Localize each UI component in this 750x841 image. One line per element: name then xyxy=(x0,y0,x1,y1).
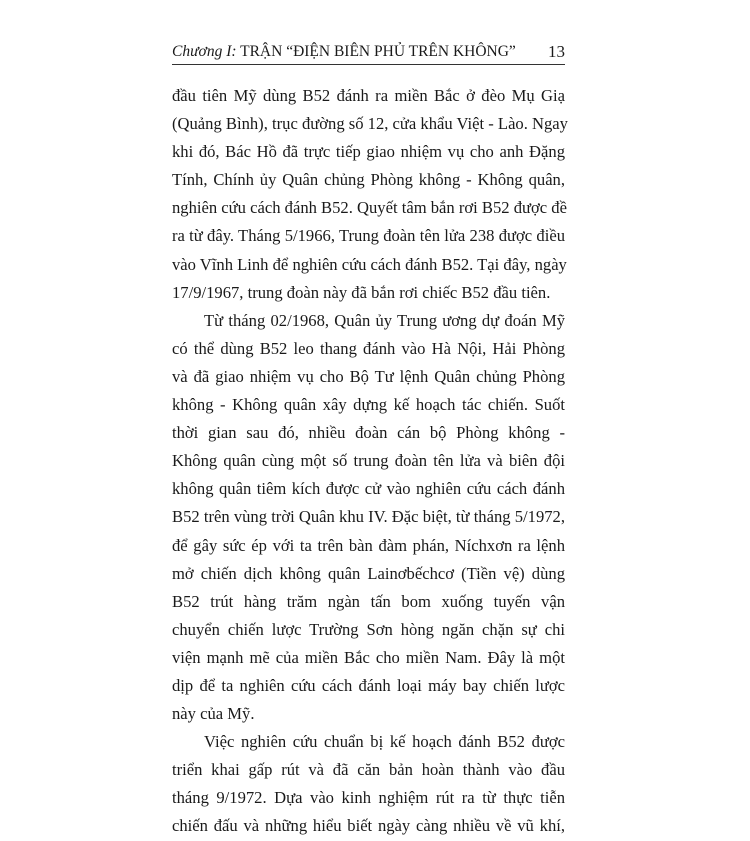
text-line: vào Vĩnh Linh để nghiên cứu cách đánh B52. Tại đây, ngày xyxy=(172,254,567,274)
paragraph xyxy=(172,307,565,728)
text-line: này của Mỹ. xyxy=(172,704,255,724)
chapter-heading xyxy=(172,42,516,62)
text-line: không - Không quân xây dựng kế hoạch tác chiến. Suốt xyxy=(172,395,565,415)
page-number: 13 xyxy=(548,42,565,61)
body-text xyxy=(172,82,568,841)
text-line: đầu tiên Mỹ dùng B52 đánh ra miền Bắc ở đèo Mụ Giạ xyxy=(172,86,565,105)
text-line: để gây sức ép với ta trên bàn đàm phán, Níchxơn ra lệnh xyxy=(172,535,565,555)
paragraph xyxy=(172,728,565,840)
chapter-label: Chương I: xyxy=(172,43,237,60)
text-line: và đã giao nhiệm vụ cho Bộ Tư lệnh Quân chủng Phòng xyxy=(172,366,565,386)
text-line: thời gian sau đó, nhiều đoàn cán bộ Phòng không - xyxy=(172,423,565,443)
text-line: B52 trút hàng trăm ngàn tấn bom xuống tuyến vận xyxy=(172,591,565,611)
text-line: chiến đấu và những hiểu biết ngày càng nhiều về vũ khí, xyxy=(172,816,565,836)
text-line: ra từ đây. Tháng 5/1966, Trung đoàn tên lửa 238 được điều xyxy=(172,226,565,246)
text-line: (Quảng Bình), trục đường số 12, cửa khẩu Việt - Lào. Ngay xyxy=(172,114,568,134)
text-line: tháng 9/1972. Dựa vào kinh nghiệm rút ra từ thực tiễn xyxy=(172,788,565,808)
text-line: không quân tiêm kích được cử vào nghiên cứu cách đánh xyxy=(172,479,565,499)
text-line: nghiên cứu cách đánh B52. Quyết tâm bắn rơi B52 được đề xyxy=(172,198,567,218)
chapter-title: TRẬN “ĐIỆN BIÊN PHỦ TRÊN KHÔNG” xyxy=(240,43,516,60)
text-line: mở chiến dịch không quân Lainơbếchcơ (Tiền vệ) dùng xyxy=(172,563,565,583)
text-line: chuyển chiến lược Trường Sơn hòng ngăn chặn sự chi xyxy=(172,619,565,639)
running-header xyxy=(172,38,565,65)
text-line: triển khai gấp rút và đã căn bản hoàn thành vào đầu xyxy=(172,760,565,780)
text-line: viện mạnh mẽ của miền Bắc cho miền Nam. Đây là một xyxy=(172,647,565,667)
text-line: Việc nghiên cứu chuẩn bị kế hoạch đánh B52 được xyxy=(204,732,565,752)
text-line: Từ tháng 02/1968, Quân ủy Trung ương dự đoán Mỹ xyxy=(204,310,565,330)
text-line: 17/9/1967, trung đoàn này đã bắn rơi chiếc B52 đầu tiên. xyxy=(172,282,551,302)
text-line: dịp để ta nghiên cứu cách đánh loại máy bay chiến lược xyxy=(172,675,565,695)
text-line: B52 trên vùng trời Quân khu IV. Đặc biệt, từ tháng 5/1972, xyxy=(172,507,565,527)
text-line: Tính, Chính ủy Quân chủng Phòng không - Không quân, xyxy=(172,170,565,190)
text-line: khi đó, Bác Hồ đã trực tiếp giao nhiệm vụ cho anh Đặng xyxy=(172,142,565,162)
paragraph xyxy=(172,82,568,307)
text-line: Không quân cùng một số trung đoàn tên lửa và biên đội xyxy=(172,451,565,471)
text-line: có thể dùng B52 leo thang đánh vào Hà Nội, Hải Phòng xyxy=(172,338,565,358)
